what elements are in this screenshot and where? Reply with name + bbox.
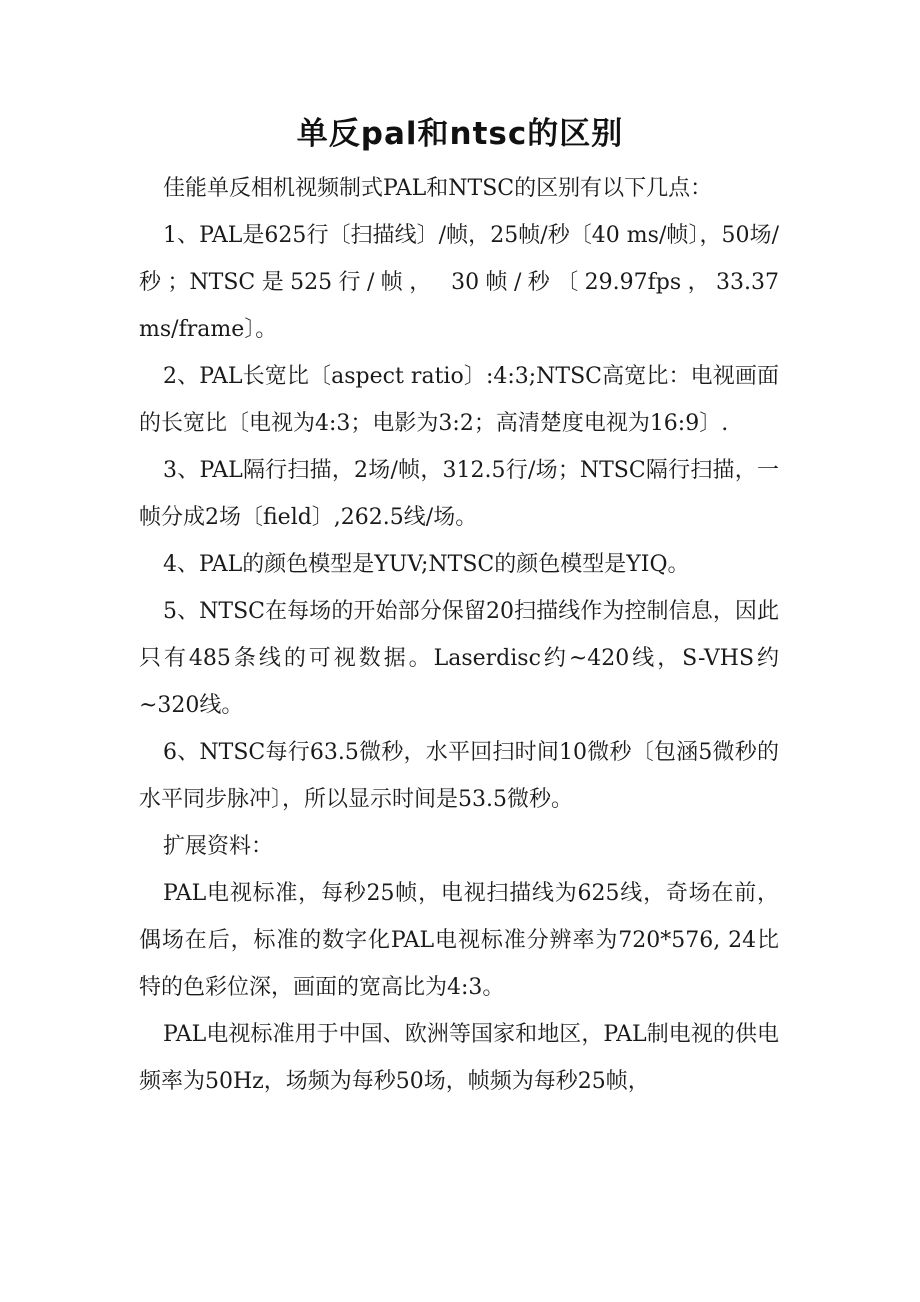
pal-usage-paragraph: PAL电视标准用于中国、欧洲等国家和地区，PAL制电视的供电频率为50Hz，场频为每秒50场，帧频为每秒25帧， [139, 1022, 779, 1094]
page-title: 单反pal和ntsc的区别 [296, 116, 624, 152]
extended-info-heading: 扩展资料： [163, 834, 274, 859]
point-3-paragraph: 3、PAL隔行扫描，2场/帧，312.5行/场；NTSC隔行扫描，一帧分成2场〔field〕,262.5线/场。 [139, 458, 779, 530]
document-body [139, 165, 779, 1105]
point-6-paragraph: 6、NTSC每行63.5微秒，水平回扫时间10微秒〔包涵5微秒的水平同步脉冲〕，所以显示时间是53.5微秒。 [139, 740, 779, 812]
pal-standard-paragraph: PAL电视标准，每秒25帧，电视扫描线为625线，奇场在前，偶场在后，标准的数字化PAL电视标准分辨率为720*576, 24比特的色彩位深，画面的宽高比为4:3。 [139, 881, 779, 1000]
intro-paragraph: 佳能单反相机视频制式PAL和NTSC的区别有以下几点： [163, 176, 713, 201]
point-4-paragraph: 4、PAL的颜色模型是YUV;NTSC的颜色模型是YIQ。 [163, 552, 690, 577]
point-1-paragraph: 1、PAL是625行〔扫描线〕/帧，25帧/秒〔40 ms/帧〕，50场/秒；NTSC是525行/帧， 30帧/秒〔29.97fps，33.37 ms/frame〕。 [139, 223, 779, 342]
point-2-paragraph: 2、PAL长宽比〔aspect ratio〕:4:3;NTSC高宽比：电视画面的长宽比〔电视为4:3；电影为3:2；高清楚度电视为16:9〕. [139, 364, 779, 436]
point-5-paragraph: 5、NTSC在每场的开始部分保留20扫描线作为控制信息，因此只有485条线的可视数据。Laserdisc约~420线，S-VHS约~320线。 [139, 599, 779, 718]
